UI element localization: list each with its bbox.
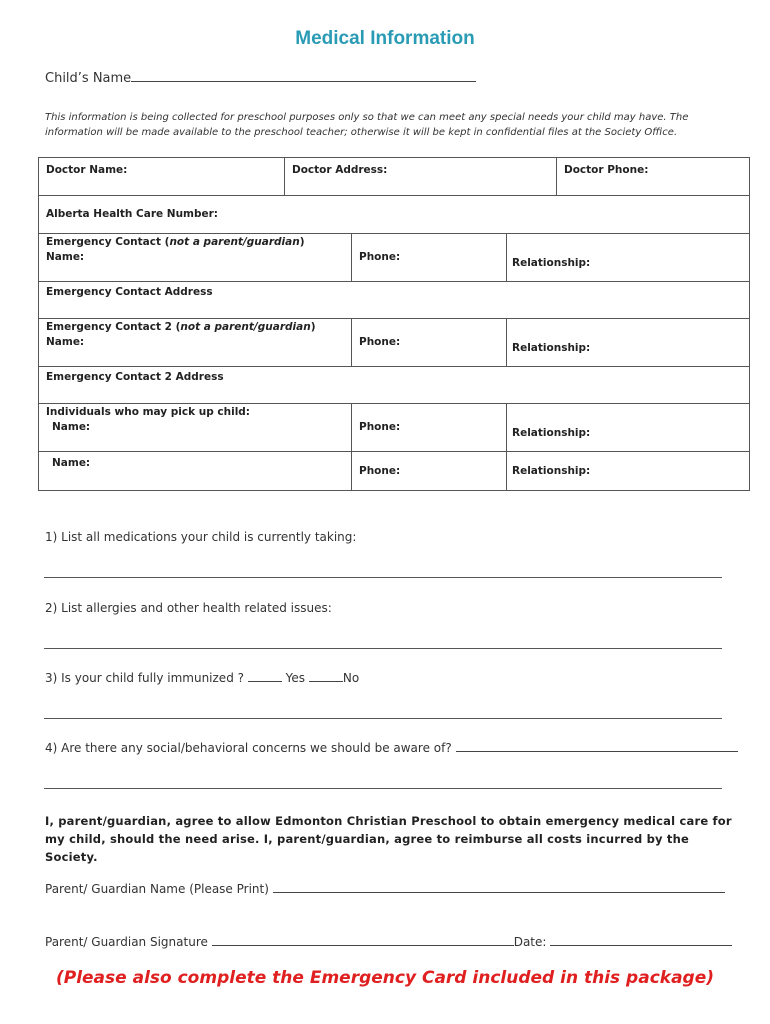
answer-4-inline-line[interactable] [456, 741, 738, 752]
emergency-contact-phone-label: Phone: [359, 251, 401, 263]
page-title: Medical Information [295, 28, 475, 49]
emergency-contact-2-address-cell[interactable] [39, 367, 749, 403]
pickup-2-phone-cell[interactable] [351, 452, 506, 490]
immunized-yes-label: Yes [285, 671, 306, 685]
emergency-contact-name-cell[interactable] [39, 234, 351, 281]
pickup-2-relationship-label: Relationship: [512, 465, 591, 477]
emergency-contact-2-relationship-cell[interactable] [506, 319, 749, 366]
parent-name-field [45, 882, 725, 896]
parent-name-label: Parent/ Guardian Name (Please Print) [45, 882, 269, 896]
answer-1-line[interactable] [44, 577, 722, 578]
date-label: Date: [513, 935, 547, 949]
signature-input-line[interactable] [212, 935, 514, 946]
answer-4-line[interactable] [44, 788, 722, 789]
agreement-text: I, parent/guardian, agree to allow Edmonton Christian Preschool to obtain emergency medical care for my child, should the need arise. I, parent/guardian, agree to reimburse all costs incurred by the Society. [45, 814, 732, 864]
health-care-label: Alberta Health Care Number: [46, 208, 219, 220]
emergency-contact-2-address-row [39, 367, 749, 404]
pickup-1-name-cell[interactable] [39, 404, 351, 451]
signature-field [45, 935, 732, 949]
question-4-text: 4) Are there any social/behavioral concerns we should be aware of? [45, 741, 452, 755]
emergency-contact-2-phone-cell[interactable] [351, 319, 506, 366]
doctor-row [39, 158, 749, 196]
emergency-contact-2-address-label: Emergency Contact 2 Address [46, 371, 224, 383]
pickup-2-relationship-cell[interactable] [506, 452, 749, 490]
pickup-1-name-label: Name: [52, 421, 91, 433]
pickup-2-name-label: Name: [52, 457, 91, 469]
date-input-line[interactable] [550, 935, 732, 946]
doctor-phone-cell[interactable] [556, 158, 749, 195]
pickup-row-1 [39, 404, 749, 452]
intro-text: This information is being collected for preschool purposes only so that we can meet any special needs your child may have. The information will be made available to the preschool teacher; otherwise it will be kept in confidential files at the Society Office. [45, 112, 689, 138]
child-name-label: Child’s Name [45, 71, 132, 86]
emergency-contact-2-note: not a parent/guardian [180, 321, 311, 333]
emergency-contact-heading [46, 236, 305, 248]
emergency-contact-relationship-label: Relationship: [512, 257, 591, 269]
question-3 [45, 671, 359, 685]
immunized-no-label: No [342, 671, 360, 685]
pickup-row-2 [39, 452, 749, 490]
emergency-contact-2-relationship-label: Relationship: [512, 342, 591, 354]
parent-signature-label: Parent/ Guardian Signature [45, 935, 208, 949]
pickup-label: Individuals who may pick up child: [46, 406, 251, 418]
emergency-contact-2-name-label: Name: [46, 336, 85, 348]
emergency-contact-close: ) [299, 236, 305, 248]
emergency-contact-name-label: Name: [46, 251, 85, 263]
emergency-contact-relationship-cell[interactable] [506, 234, 749, 281]
emergency-contact-row [39, 234, 749, 282]
emergency-contact-2-phone-label: Phone: [359, 336, 401, 348]
emergency-contact-note: not a parent/guardian [169, 236, 300, 248]
emergency-contact-label: Emergency Contact ( [46, 236, 170, 248]
child-name-input-line[interactable] [131, 70, 476, 82]
medical-info-table [38, 157, 750, 491]
answer-2-line[interactable] [44, 648, 722, 649]
doctor-address-label: Doctor Address: [292, 164, 388, 176]
doctor-address-cell[interactable] [284, 158, 556, 195]
emergency-contact-2-label: Emergency Contact 2 ( [46, 321, 181, 333]
footer-note: (Please also complete the Emergency Card included in this package) [55, 968, 715, 988]
question-3-prefix: 3) Is your child fully immunized ? [45, 671, 244, 685]
emergency-contact-phone-cell[interactable] [351, 234, 506, 281]
question-2: 2) List allergies and other health related issues: [45, 601, 332, 615]
pickup-1-relationship-cell[interactable] [506, 404, 749, 451]
emergency-contact-address-label: Emergency Contact Address [46, 286, 213, 298]
pickup-2-phone-label: Phone: [359, 465, 401, 477]
pickup-1-phone-cell[interactable] [351, 404, 506, 451]
pickup-1-relationship-label: Relationship: [512, 427, 591, 439]
emergency-contact-2-name-cell[interactable] [39, 319, 351, 366]
doctor-name-cell[interactable] [39, 158, 284, 195]
answer-3-line[interactable] [44, 718, 722, 719]
child-name-field [45, 70, 476, 86]
health-care-row [39, 196, 749, 234]
question-1: 1) List all medications your child is currently taking: [45, 530, 357, 544]
question-4 [45, 741, 738, 755]
parent-name-input-line[interactable] [273, 882, 725, 893]
emergency-contact-address-row [39, 282, 749, 319]
emergency-contact-address-cell[interactable] [39, 282, 749, 318]
emergency-contact-2-heading [46, 321, 316, 333]
doctor-phone-label: Doctor Phone: [564, 164, 649, 176]
emergency-contact-2-row [39, 319, 749, 367]
pickup-2-name-cell[interactable] [39, 452, 351, 490]
health-care-cell[interactable] [39, 196, 749, 233]
immunized-yes-blank[interactable] [248, 671, 282, 682]
pickup-1-phone-label: Phone: [359, 421, 401, 433]
doctor-name-label: Doctor Name: [46, 164, 128, 176]
immunized-no-blank[interactable] [309, 671, 343, 682]
emergency-contact-2-close: ) [310, 321, 316, 333]
